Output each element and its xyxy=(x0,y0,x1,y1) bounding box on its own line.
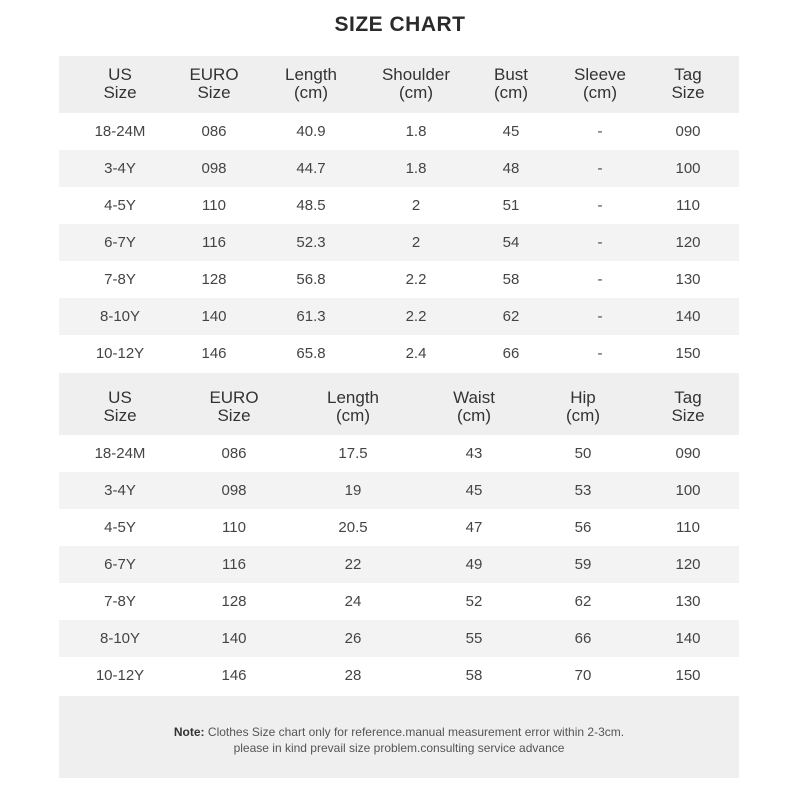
header-line: US xyxy=(108,65,132,84)
table-row xyxy=(59,335,739,372)
table-cell: 40.9 xyxy=(296,123,326,140)
table-cell: 47 xyxy=(465,519,483,536)
table-cell: 150 xyxy=(675,667,701,684)
table-cell: 098 xyxy=(201,160,227,177)
header-line: Hip xyxy=(570,388,596,407)
table-cell: 48 xyxy=(502,160,520,177)
table-cell: 62 xyxy=(502,308,520,325)
header-line: Waist xyxy=(453,388,495,407)
table-header xyxy=(59,373,739,435)
header-line: (cm) xyxy=(457,406,491,425)
header-line: Tag xyxy=(674,65,702,84)
table-cell: 55 xyxy=(465,630,483,647)
table-cell: 3-4Y xyxy=(104,482,136,499)
table-cell: 110 xyxy=(202,197,226,214)
table-cell: 48.5 xyxy=(296,197,326,214)
table-cell: 8-10Y xyxy=(99,308,141,325)
header-cell xyxy=(103,389,136,425)
table-cell: 17.5 xyxy=(338,445,368,462)
table-cell: 66 xyxy=(574,630,592,647)
header-line: Size xyxy=(671,406,705,425)
table-cell: 10-12Y xyxy=(95,667,145,684)
table-cell: 49 xyxy=(465,556,483,573)
table-row xyxy=(59,435,739,472)
note-label: Note: xyxy=(173,725,205,739)
table-cell: 2.4 xyxy=(405,345,427,362)
header-cell xyxy=(189,66,238,102)
table-cell: 22 xyxy=(344,556,362,573)
table-cell: 54 xyxy=(502,234,520,251)
table-cell: 20.5 xyxy=(338,519,368,536)
table-cell: - xyxy=(597,271,603,288)
table-cell: 53 xyxy=(574,482,592,499)
bottom-size-table xyxy=(59,373,739,694)
table-cell: 52 xyxy=(465,593,483,610)
table-cell: 58 xyxy=(502,271,520,288)
header-cell xyxy=(103,66,136,102)
header-line: Size xyxy=(671,83,705,102)
table-cell: 24 xyxy=(344,593,362,610)
table-cell: - xyxy=(597,197,603,214)
table-row xyxy=(59,113,739,150)
table-cell: 1.8 xyxy=(405,160,427,177)
table-cell: 128 xyxy=(201,271,227,288)
note-line-1: Clothes Size chart only for reference.manual measurement error within 2-3cm. xyxy=(207,725,625,739)
table-cell: 110 xyxy=(676,519,700,536)
table-cell: 140 xyxy=(221,630,247,647)
table-cell: 70 xyxy=(574,667,592,684)
header-cell xyxy=(566,389,600,425)
note-line-2: please in kind prevail size problem.consulting service advance xyxy=(233,741,565,755)
table-cell: - xyxy=(597,123,603,140)
table-cell: 43 xyxy=(465,445,483,462)
table-cell: 61.3 xyxy=(296,308,326,325)
table-cell: 52.3 xyxy=(296,234,326,251)
table-cell: 28 xyxy=(344,667,362,684)
table-cell: 110 xyxy=(222,519,246,536)
table-cell: 1.8 xyxy=(405,123,427,140)
table-header xyxy=(59,56,739,113)
table-cell: 4-5Y xyxy=(104,519,136,536)
table-cell: 086 xyxy=(201,123,227,140)
table-cell: 66 xyxy=(502,345,520,362)
header-line: Shoulder xyxy=(381,65,451,84)
table-cell: 2.2 xyxy=(405,308,427,325)
header-line: Size xyxy=(217,406,251,425)
table-cell: 18-24M xyxy=(94,445,146,462)
header-line: Bust xyxy=(493,65,529,84)
table-cell: 130 xyxy=(675,271,701,288)
header-line: Tag xyxy=(674,388,702,407)
table-cell: 110 xyxy=(676,197,700,214)
table-cell: 62 xyxy=(574,593,592,610)
table-cell: 45 xyxy=(502,123,520,140)
header-line: (cm) xyxy=(583,83,617,102)
header-line: Size xyxy=(197,83,231,102)
table-cell: - xyxy=(597,308,603,325)
table-cell: 128 xyxy=(221,593,247,610)
page-title: SIZE CHART xyxy=(334,13,466,36)
table-cell: 146 xyxy=(221,667,247,684)
header-line: (cm) xyxy=(336,406,370,425)
header-line: (cm) xyxy=(294,83,328,102)
table-cell: 8-10Y xyxy=(99,630,141,647)
table-cell: 146 xyxy=(201,345,227,362)
table-cell: 100 xyxy=(675,482,701,499)
header-cell xyxy=(574,66,626,102)
header-cell xyxy=(209,389,258,425)
table-cell: 3-4Y xyxy=(104,160,136,177)
table-row xyxy=(59,261,739,298)
table-cell: 098 xyxy=(221,482,247,499)
table-cell: - xyxy=(597,160,603,177)
header-line: US xyxy=(108,388,132,407)
table-row xyxy=(59,657,739,694)
table-cell: 7-8Y xyxy=(104,593,136,610)
table-cell: 58 xyxy=(465,667,483,684)
header-cell xyxy=(671,389,704,425)
table-row xyxy=(59,509,739,546)
table-cell: 56.8 xyxy=(296,271,326,288)
header-cell xyxy=(382,66,450,102)
table-cell: 140 xyxy=(201,308,227,325)
header-cell xyxy=(494,66,528,102)
table-cell: 116 xyxy=(202,234,226,251)
table-row xyxy=(59,583,739,620)
table-cell: 2.2 xyxy=(405,271,427,288)
table-row xyxy=(59,472,739,509)
table-cell: 100 xyxy=(675,160,701,177)
table-cell: 56 xyxy=(574,519,592,536)
header-line: Size xyxy=(103,83,137,102)
header-cell xyxy=(453,389,495,425)
header-cell xyxy=(327,389,379,425)
table-cell: 120 xyxy=(675,234,701,251)
header-line: Size xyxy=(103,406,137,425)
table-cell: 59 xyxy=(574,556,592,573)
header-cell xyxy=(671,66,704,102)
table-cell: 086 xyxy=(221,445,247,462)
table-cell: 45 xyxy=(465,482,483,499)
top-size-table xyxy=(59,56,739,372)
table-cell: 10-12Y xyxy=(95,345,145,362)
table-cell: 140 xyxy=(675,630,701,647)
table-cell: 116 xyxy=(222,556,246,573)
table-cell: 6-7Y xyxy=(104,556,136,573)
table-cell: 7-8Y xyxy=(104,271,136,288)
table-row xyxy=(59,187,739,224)
note-text xyxy=(59,724,739,756)
table-cell: 26 xyxy=(344,630,362,647)
table-cell: 130 xyxy=(675,593,701,610)
table-cell: 44.7 xyxy=(296,160,326,177)
table-row xyxy=(59,224,739,261)
table-cell: 150 xyxy=(675,345,701,362)
header-line: Length xyxy=(285,65,337,84)
table-cell: 6-7Y xyxy=(104,234,136,251)
header-line: Length xyxy=(327,388,379,407)
table-cell: 51 xyxy=(502,197,520,214)
header-cell xyxy=(285,66,337,102)
table-cell: 4-5Y xyxy=(104,197,136,214)
header-line: EURO xyxy=(209,388,259,407)
table-cell: 2 xyxy=(411,197,421,214)
table-cell: - xyxy=(597,234,603,251)
table-row xyxy=(59,546,739,583)
header-line: Sleeve xyxy=(574,65,626,84)
table-cell: 140 xyxy=(675,308,701,325)
table-row xyxy=(59,150,739,187)
table-row xyxy=(59,298,739,335)
table-cell: 120 xyxy=(675,556,701,573)
note-box xyxy=(59,696,739,778)
header-line: (cm) xyxy=(566,406,600,425)
table-cell: 65.8 xyxy=(296,345,326,362)
table-cell: - xyxy=(597,345,603,362)
table-cell: 090 xyxy=(675,445,701,462)
table-cell: 50 xyxy=(574,445,592,462)
table-cell: 2 xyxy=(411,234,421,251)
table-cell: 18-24M xyxy=(94,123,146,140)
table-cell: 090 xyxy=(675,123,701,140)
table-row xyxy=(59,620,739,657)
table-cell: 19 xyxy=(344,482,362,499)
header-line: (cm) xyxy=(494,83,528,102)
header-line: EURO xyxy=(189,65,239,84)
header-line: (cm) xyxy=(399,83,433,102)
